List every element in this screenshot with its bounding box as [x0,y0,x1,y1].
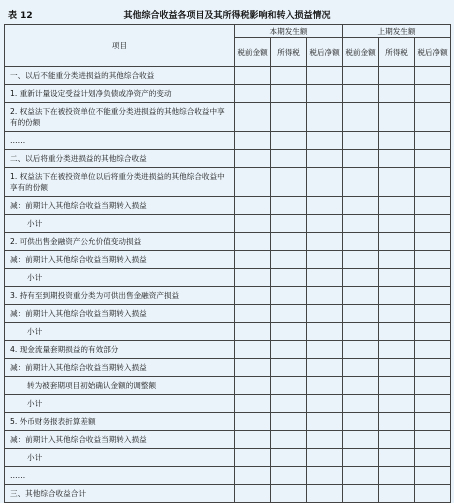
table-body [5,67,451,503]
cell-previous-net [415,377,451,395]
cell-current-net [307,467,343,485]
cell-current-pretax [235,467,271,485]
cell-current-pretax [235,67,271,85]
cell-previous-net [415,132,451,150]
cell-previous-tax [379,197,415,215]
cell-previous-tax [379,67,415,85]
table-row [5,341,451,359]
subheader-previous-net: 税后净额 [415,38,451,67]
cell-current-net [307,67,343,85]
row-item-text: 小计 [27,453,43,462]
cell-previous-pretax [343,67,379,85]
cell-previous-pretax [343,341,379,359]
row-item-text: 2. 权益法下在被投资单位不能重分类进损益的其他综合收益中享有的份额 [10,107,225,127]
cell-previous-net [415,341,451,359]
row-item-label [5,287,235,305]
row-item-text: 5. 外币财务报表折算差额 [10,417,96,426]
cell-current-pretax [235,150,271,168]
cell-previous-pretax [343,431,379,449]
row-item-label [5,467,235,485]
row-item-text: 减：前期计入其他综合收益当期转入损益 [10,255,147,264]
cell-current-tax [271,395,307,413]
row-item-label [5,359,235,377]
cell-previous-pretax [343,305,379,323]
cell-current-net [307,485,343,503]
cell-current-pretax [235,197,271,215]
table-row [5,215,451,233]
row-item-label [5,215,235,233]
table-row [5,485,451,503]
cell-previous-tax [379,359,415,377]
cell-previous-tax [379,251,415,269]
cell-previous-pretax [343,359,379,377]
cell-previous-pretax [343,251,379,269]
cell-current-net [307,377,343,395]
cell-current-net [307,215,343,233]
row-item-label [5,67,235,85]
cell-current-net [307,449,343,467]
cell-previous-tax [379,287,415,305]
cell-previous-tax [379,395,415,413]
cell-previous-pretax [343,449,379,467]
cell-previous-tax [379,150,415,168]
cell-current-tax [271,132,307,150]
subheader-current-pretax: 税前金额 [235,38,271,67]
row-item-label [5,197,235,215]
cell-previous-net [415,287,451,305]
cell-current-tax [271,67,307,85]
table-row [5,67,451,85]
cell-current-net [307,323,343,341]
cell-previous-tax [379,168,415,197]
cell-current-pretax [235,168,271,197]
cell-current-tax [271,103,307,132]
cell-previous-tax [379,233,415,251]
row-item-text: 减：前期计入其他综合收益当期转入损益 [10,201,147,210]
cell-current-tax [271,413,307,431]
cell-previous-net [415,395,451,413]
table-row [5,269,451,287]
row-item-text: 小计 [27,327,43,336]
cell-current-pretax [235,449,271,467]
row-item-label [5,269,235,287]
table-row [5,395,451,413]
cell-previous-pretax [343,377,379,395]
cell-current-pretax [235,103,271,132]
subheader-previous-pretax: 税前金额 [343,38,379,67]
table-row [5,305,451,323]
row-item-label [5,395,235,413]
cell-previous-pretax [343,323,379,341]
cell-current-net [307,269,343,287]
cell-previous-net [415,150,451,168]
cell-current-pretax [235,413,271,431]
cell-current-pretax [235,485,271,503]
row-item-text: 2. 可供出售金融资产公允价值变动损益 [10,237,142,246]
cell-previous-tax [379,269,415,287]
cell-previous-pretax [343,467,379,485]
cell-current-pretax [235,305,271,323]
row-item-text: 减：前期计入其他综合收益当期转入损益 [10,363,147,372]
cell-previous-net [415,467,451,485]
row-item-text: …… [10,136,26,145]
table-row [5,251,451,269]
cell-current-tax [271,150,307,168]
table-row [5,323,451,341]
table-row [5,431,451,449]
table-header-bar [0,0,454,24]
cell-previous-net [415,305,451,323]
cell-current-net [307,251,343,269]
cell-previous-net [415,485,451,503]
table-row [5,197,451,215]
table-title: 其他综合收益各项目及其所得税影响和转入损益情况 [123,11,331,21]
cell-current-net [307,413,343,431]
cell-current-tax [271,305,307,323]
cell-current-pretax [235,269,271,287]
cell-previous-tax [379,323,415,341]
table-row [5,168,451,197]
cell-previous-net [415,197,451,215]
subheader-previous-tax: 所得税 [379,38,415,67]
row-item-text: 减：前期计入其他综合收益当期转入损益 [10,309,147,318]
table-row [5,449,451,467]
row-item-text: 3. 持有至到期投资重分类为可供出售金融资产损益 [10,291,180,300]
cell-current-tax [271,485,307,503]
cell-current-tax [271,359,307,377]
row-item-text: 小计 [27,273,43,282]
cell-previous-pretax [343,395,379,413]
cell-current-pretax [235,251,271,269]
cell-current-net [307,168,343,197]
table-row [5,233,451,251]
cell-current-tax [271,467,307,485]
cell-current-tax [271,377,307,395]
cell-current-pretax [235,85,271,103]
cell-current-pretax [235,341,271,359]
row-item-label [5,251,235,269]
cell-previous-net [415,431,451,449]
cell-previous-tax [379,485,415,503]
table-row [5,359,451,377]
row-item-text: …… [10,471,26,480]
cell-current-tax [271,269,307,287]
row-item-label [5,85,235,103]
row-item-text: 小计 [27,399,43,408]
cell-current-net [307,103,343,132]
cell-current-tax [271,287,307,305]
cell-previous-net [415,251,451,269]
cell-previous-tax [379,85,415,103]
cell-previous-tax [379,413,415,431]
cell-current-pretax [235,359,271,377]
row-item-label [5,377,235,395]
cell-previous-tax [379,377,415,395]
cell-current-tax [271,251,307,269]
cell-current-net [307,233,343,251]
cell-previous-pretax [343,215,379,233]
column-header-current-period: 本期发生额 [235,25,343,38]
cell-current-tax [271,323,307,341]
cell-previous-net [415,85,451,103]
cell-previous-pretax [343,85,379,103]
cell-previous-tax [379,341,415,359]
row-item-text: 一、以后不能重分类进损益的其他综合收益 [10,71,155,80]
cell-previous-pretax [343,233,379,251]
table-label: 表 12 [8,11,33,21]
table-row [5,377,451,395]
cell-previous-pretax [343,168,379,197]
row-item-label [5,103,235,132]
cell-previous-pretax [343,269,379,287]
cell-current-net [307,341,343,359]
cell-current-net [307,359,343,377]
cell-current-tax [271,341,307,359]
cell-current-net [307,431,343,449]
table-row [5,132,451,150]
row-item-text: 二、以后将重分类进损益的其他综合收益 [10,154,147,163]
cell-previous-pretax [343,150,379,168]
row-item-label [5,413,235,431]
row-item-text: 4. 现金流量套期损益的有效部分 [10,345,119,354]
row-item-label [5,323,235,341]
row-item-label [5,168,235,197]
oci-table [4,24,451,503]
row-item-text: 三、其他综合收益合计 [10,489,86,498]
row-item-label [5,341,235,359]
row-item-label [5,431,235,449]
cell-previous-tax [379,449,415,467]
row-item-text: 小计 [27,219,43,228]
cell-previous-pretax [343,413,379,431]
cell-previous-net [415,103,451,132]
cell-previous-pretax [343,103,379,132]
cell-current-pretax [235,233,271,251]
cell-previous-net [415,168,451,197]
table-row [5,103,451,132]
cell-current-net [307,395,343,413]
column-header-previous-period: 上期发生额 [343,25,451,38]
row-item-label [5,449,235,467]
cell-previous-pretax [343,132,379,150]
cell-previous-tax [379,132,415,150]
cell-current-pretax [235,431,271,449]
cell-current-tax [271,449,307,467]
subheader-current-net: 税后净额 [307,38,343,67]
cell-current-pretax [235,287,271,305]
cell-current-pretax [235,323,271,341]
cell-current-pretax [235,395,271,413]
cell-previous-net [415,215,451,233]
cell-current-tax [271,85,307,103]
cell-previous-tax [379,103,415,132]
row-item-label [5,305,235,323]
cell-previous-pretax [343,197,379,215]
cell-previous-pretax [343,485,379,503]
cell-previous-tax [379,467,415,485]
cell-current-net [307,132,343,150]
cell-previous-net [415,269,451,287]
cell-current-pretax [235,377,271,395]
cell-current-pretax [235,132,271,150]
cell-current-tax [271,215,307,233]
cell-current-tax [271,233,307,251]
cell-previous-net [415,449,451,467]
table-row [5,413,451,431]
subheader-current-tax: 所得税 [271,38,307,67]
cell-current-net [307,85,343,103]
row-item-text: 1. 重新计量设定受益计划净负债或净资产的变动 [10,89,172,98]
row-item-text: 转为被套期项目初始确认金额的调整额 [27,381,157,390]
row-item-text: 减：前期计入其他综合收益当期转入损益 [10,435,147,444]
cell-current-net [307,305,343,323]
cell-previous-net [415,67,451,85]
table-row [5,467,451,485]
cell-current-pretax [235,215,271,233]
cell-previous-tax [379,305,415,323]
cell-previous-net [415,323,451,341]
row-item-label [5,485,235,503]
cell-current-net [307,287,343,305]
cell-previous-tax [379,431,415,449]
cell-current-net [307,150,343,168]
column-header-item: 项目 [5,25,235,67]
row-item-label [5,132,235,150]
row-item-label [5,150,235,168]
row-item-label [5,233,235,251]
cell-previous-pretax [343,287,379,305]
table-row [5,287,451,305]
row-item-text: 1. 权益法下在被投资单位以后将重分类进损益的其他综合收益中享有的份额 [10,172,225,192]
cell-previous-tax [379,215,415,233]
cell-previous-net [415,359,451,377]
cell-previous-net [415,413,451,431]
cell-current-tax [271,197,307,215]
cell-current-tax [271,431,307,449]
table-row [5,150,451,168]
cell-current-tax [271,168,307,197]
cell-previous-net [415,233,451,251]
cell-current-net [307,197,343,215]
table-row [5,85,451,103]
